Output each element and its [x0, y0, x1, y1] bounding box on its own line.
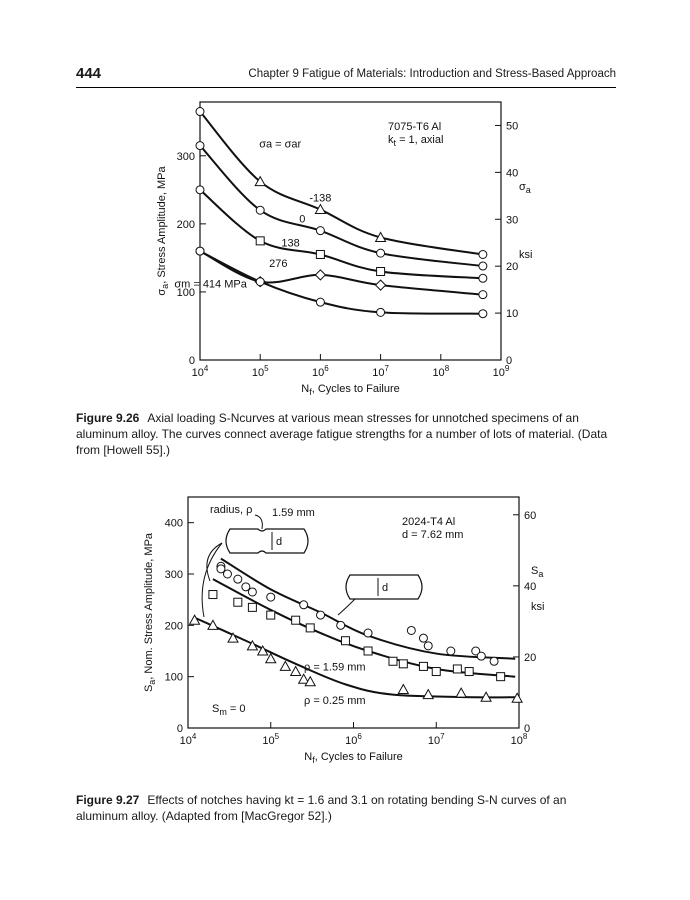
data-point-circle [337, 621, 345, 629]
x-tick-label: $10^8$ [510, 732, 528, 747]
data-point-circle [377, 308, 385, 316]
data-point-triangle [398, 685, 408, 694]
data-point-circle [196, 142, 204, 150]
x-tick-label: $10^8$ [432, 364, 450, 379]
page-header [76, 65, 616, 88]
sn-curve [221, 559, 515, 659]
loading-label: $k_t = 1$, axial [388, 134, 444, 148]
data-point-triangle [228, 633, 238, 642]
data-point-circle [377, 249, 385, 257]
data-point-circle [477, 652, 485, 660]
data-point-circle [248, 588, 256, 596]
data-point-square [234, 598, 242, 606]
y-axis-label-right: $\sigma_a$ [519, 180, 531, 195]
figure-9-26-chart [0, 90, 690, 397]
data-point-circle [317, 611, 325, 619]
y-tick-label: 400 [164, 517, 183, 530]
sn-curve [200, 190, 483, 278]
data-point-square [389, 657, 397, 665]
data-point-square [256, 237, 264, 245]
data-point-triangle [291, 667, 301, 676]
data-point-square [267, 611, 275, 619]
data-point-circle [479, 262, 487, 270]
y-tick-label-right: 30 [506, 214, 519, 227]
data-point-circle [479, 291, 487, 299]
x-tick-label: $10^6$ [312, 364, 329, 379]
y-tick-label: 100 [176, 286, 195, 299]
x-tick-label: $10^5$ [262, 732, 280, 747]
dimension-d-label: d [276, 536, 283, 548]
x-axis-label: $N_f$, Cycles to Failure [301, 383, 400, 397]
x-tick-label: $10^4$ [179, 732, 197, 747]
mean-stress-label: 0 [299, 213, 306, 226]
data-point-diamond [315, 270, 325, 280]
data-point-circle [316, 298, 324, 306]
material-label: 2024-T4 Al [402, 516, 456, 528]
caption-label: Figure 9.26 [76, 411, 140, 425]
radius-value-label: 1.59 mm [272, 507, 315, 519]
material-label: 7075-T6 Al [388, 121, 442, 133]
page-number: 444 [76, 65, 102, 82]
x-tick-label: $10^7$ [372, 364, 389, 379]
data-point-circle [316, 227, 324, 235]
y-tick-label: 300 [176, 150, 195, 163]
annotation-label: σa = σar [259, 138, 302, 151]
data-point-circle [196, 186, 204, 194]
caption-text: Axial loading S-Ncurves at various mean stresses for unnotched specimens of an aluminum alloy. The curves connect average fatigue strengths for a number of lots of material. (Data from [Howell 55].) [76, 411, 608, 457]
data-point-square [316, 250, 324, 258]
mean-stress-label: σm = 414 MPa [174, 278, 247, 291]
data-point-circle [424, 642, 432, 650]
figure-9-27-caption [76, 792, 616, 824]
data-point-square [377, 268, 385, 276]
figure-9-26-caption [76, 410, 616, 458]
data-point-circle [364, 629, 372, 637]
x-axis-label: $N_f$, Cycles to Failure [304, 751, 403, 765]
x-tick-label: $10^7$ [427, 732, 445, 747]
unnotched-specimen-sketch [338, 575, 422, 615]
y-tick-label: 0 [176, 723, 183, 735]
diameter-label: d = 7.62 mm [402, 529, 464, 541]
data-point-circle [479, 274, 487, 282]
data-point-circle [447, 647, 455, 655]
y-axis-label: $S_a$, Nom. Stress Amplitude, MPa [143, 532, 157, 693]
data-point-square [248, 603, 256, 611]
data-point-circle [479, 250, 487, 258]
data-point-circle [256, 278, 264, 286]
y-tick-label-right: 0 [506, 355, 513, 367]
data-point-circle [196, 108, 204, 116]
data-point-circle [217, 565, 225, 573]
data-point-triangle [280, 661, 290, 670]
leader-to-curve [338, 599, 355, 615]
data-point-circle [419, 634, 427, 642]
y-tick-label: 200 [164, 620, 183, 633]
notched-specimen-sketch [202, 504, 315, 617]
data-point-circle [479, 310, 487, 318]
caption-label: Figure 9.27 [76, 793, 140, 807]
data-point-circle [234, 575, 242, 583]
y-tick-label-right: 60 [524, 509, 537, 522]
data-point-circle [300, 601, 308, 609]
data-point-circle [196, 247, 204, 255]
mean-stress-label: 276 [269, 257, 288, 270]
data-point-circle [407, 626, 415, 634]
radius-leader [255, 515, 262, 529]
caption-text: Effects of notches having kt = 1.6 and 3.1 on rotating bending S-N curves of an aluminum alloy. (Adapted from [MacGregor 52].) [76, 793, 567, 823]
figure-9-27-chart [0, 485, 690, 795]
data-point-square [497, 673, 505, 681]
data-point-square [209, 591, 217, 599]
data-point-triangle [423, 690, 433, 699]
y-tick-label: 100 [164, 671, 183, 684]
data-point-square [399, 660, 407, 668]
data-point-square [465, 668, 473, 676]
mean-stress-label: -138 [309, 192, 332, 205]
specimen-outline [226, 529, 308, 553]
data-point-square [432, 668, 440, 676]
y-tick-label-right: 20 [506, 261, 519, 274]
x-tick-label: $10^9$ [492, 364, 510, 379]
curve-label: ρ = 1.59 mm [304, 661, 366, 674]
y-tick-label-right: 0 [524, 723, 531, 735]
data-point-square [306, 624, 314, 632]
y-tick-label-right: 40 [506, 167, 519, 180]
y-tick-label-right: 50 [506, 120, 519, 133]
data-point-square [292, 616, 300, 624]
leader-to-curve [202, 543, 222, 617]
x-tick-label: $10^6$ [345, 732, 362, 747]
y-tick-label: 300 [164, 569, 183, 581]
data-point-diamond [376, 280, 386, 290]
labels-layer [202, 504, 463, 717]
y-axis-label-right: $S_a$ [531, 565, 544, 579]
data-point-circle [256, 206, 264, 214]
data-point-circle [490, 657, 498, 665]
x-tick-label: $10^5$ [251, 364, 269, 379]
mean-stress-label: $S_m = 0$ [212, 703, 246, 717]
dimension-d-label: d [382, 582, 389, 594]
y-tick-label-right: 40 [524, 580, 537, 593]
curve-label: ρ = 0.25 mm [304, 694, 366, 707]
radius-label: radius, ρ [210, 504, 253, 516]
running-head: Chapter 9 Fatigue of Materials: Introduction and Stress-Based Approach [248, 68, 616, 80]
y-axis-unit-right: ksi [531, 600, 545, 613]
data-point-square [341, 637, 349, 645]
y-tick-label-right: 20 [524, 651, 537, 664]
x-tick-label: $10^4$ [191, 364, 209, 379]
y-tick-label: 200 [176, 218, 195, 231]
mean-stress-label: 138 [281, 237, 300, 250]
y-tick-label: 0 [188, 355, 195, 367]
data-point-square [453, 665, 461, 673]
data-point-square [419, 662, 427, 670]
data-point-square [364, 647, 372, 655]
y-tick-label-right: 10 [506, 308, 519, 321]
data-point-triangle [456, 688, 466, 697]
data-point-circle [267, 593, 275, 601]
y-axis-label: $\sigma_a$, Stress Amplitude, MPa [156, 166, 170, 296]
y-axis-unit-right: ksi [519, 248, 533, 261]
